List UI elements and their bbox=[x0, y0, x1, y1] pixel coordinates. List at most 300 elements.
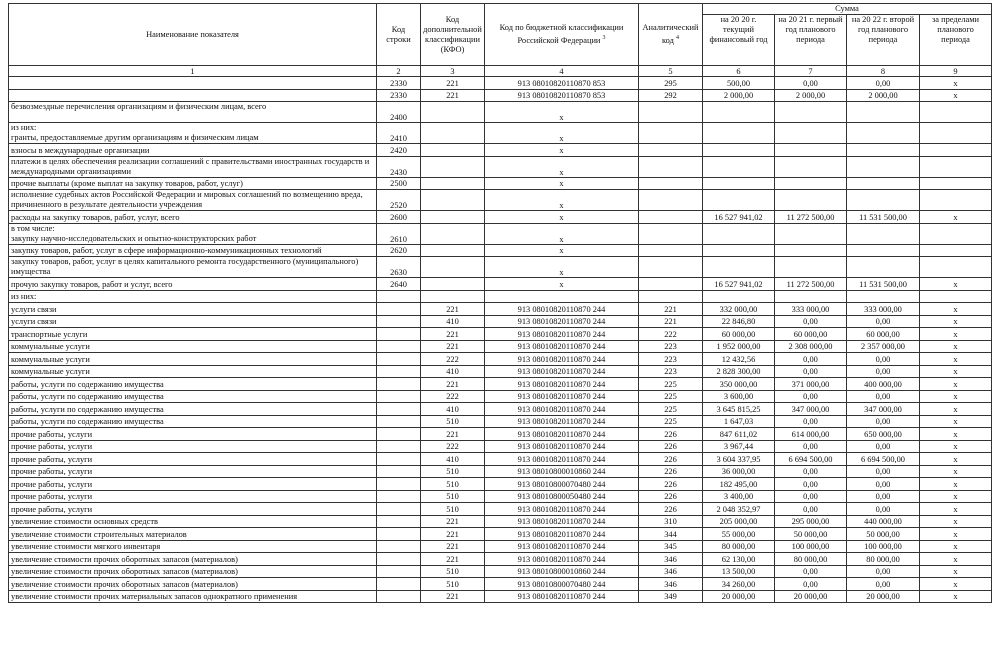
row-kfo: 222 bbox=[421, 390, 485, 403]
row-sum-year2: 0,00 bbox=[775, 77, 847, 90]
row-sum-year1: 1 647,03 bbox=[703, 415, 775, 428]
row-sum-beyond: x bbox=[920, 415, 992, 428]
row-kbk: 913 08010800050480 244 bbox=[485, 490, 639, 503]
row-name: прочие работы, услуги bbox=[9, 478, 377, 491]
row-code: 2600 bbox=[377, 211, 421, 224]
row-name: исполнение судебных актов Российской Федерации и мировых соглашений по возмещению вреда, причиненного в результате деятельности учреждения bbox=[9, 190, 377, 211]
row-sum-year1 bbox=[703, 223, 775, 244]
row-analytic-code: 223 bbox=[639, 340, 703, 353]
row-kfo bbox=[421, 156, 485, 177]
row-name: увеличение стоимости прочих оборотных запасов (материалов) bbox=[9, 553, 377, 566]
row-name: увеличение стоимости мягкого инвентаря bbox=[9, 540, 377, 553]
row-sum-year3: 440 000,00 bbox=[847, 515, 920, 528]
row-name: увеличение стоимости прочих оборотных запасов (материалов) bbox=[9, 578, 377, 591]
row-analytic-code: 292 bbox=[639, 89, 703, 102]
row-sum-year3: 6 694 500,00 bbox=[847, 453, 920, 466]
row-code bbox=[377, 328, 421, 341]
row-name: безвозмездные перечисления организациям и физическим лицам, всего bbox=[9, 102, 377, 123]
row-name: прочие работы, услуги bbox=[9, 428, 377, 441]
row-kfo: 222 bbox=[421, 440, 485, 453]
row-sum-year2: 371 000,00 bbox=[775, 378, 847, 391]
row-analytic-code bbox=[639, 244, 703, 257]
row-sum-beyond: x bbox=[920, 503, 992, 516]
row-analytic-code: 346 bbox=[639, 578, 703, 591]
column-number: 4 bbox=[485, 66, 639, 77]
row-kfo bbox=[421, 177, 485, 190]
row-sum-beyond: x bbox=[920, 540, 992, 553]
row-kbk: x bbox=[485, 244, 639, 257]
row-code: 2330 bbox=[377, 89, 421, 102]
row-sum-beyond: x bbox=[920, 328, 992, 341]
row-sum-year2 bbox=[775, 290, 847, 303]
row-sum-year3: 0,00 bbox=[847, 503, 920, 516]
table-row bbox=[9, 123, 992, 144]
row-kbk: 913 08010820110870 244 bbox=[485, 503, 639, 516]
row-code: 2520 bbox=[377, 190, 421, 211]
row-analytic-code bbox=[639, 144, 703, 157]
table-row bbox=[9, 290, 992, 303]
row-name: увеличение стоимости прочих материальных запасов однократного применения bbox=[9, 590, 377, 603]
column-number: 8 bbox=[847, 66, 920, 77]
row-sum-year2: 80 000,00 bbox=[775, 553, 847, 566]
row-kbk: 913 08010820110870 244 bbox=[485, 403, 639, 416]
row-sum-year1 bbox=[703, 290, 775, 303]
row-analytic-code bbox=[639, 177, 703, 190]
row-analytic-code bbox=[639, 257, 703, 278]
row-kfo: 221 bbox=[421, 328, 485, 341]
row-sum-year1: 16 527 941,02 bbox=[703, 211, 775, 224]
table-row bbox=[9, 77, 992, 90]
row-sum-beyond bbox=[920, 257, 992, 278]
row-sum-year3 bbox=[847, 102, 920, 123]
row-analytic-code: 226 bbox=[639, 440, 703, 453]
row-kbk: 913 08010820110870 244 bbox=[485, 590, 639, 603]
row-kbk: 913 08010820110870 244 bbox=[485, 328, 639, 341]
row-sum-year2 bbox=[775, 177, 847, 190]
row-sum-year2: 333 000,00 bbox=[775, 303, 847, 316]
row-sum-year1: 332 000,00 bbox=[703, 303, 775, 316]
row-sum-year3: 333 000,00 bbox=[847, 303, 920, 316]
row-kbk: 913 08010820110870 244 bbox=[485, 453, 639, 466]
row-analytic-code: 345 bbox=[639, 540, 703, 553]
row-code: 2400 bbox=[377, 102, 421, 123]
row-name: прочую закупку товаров, работ и услуг, всего bbox=[9, 278, 377, 291]
row-kfo bbox=[421, 278, 485, 291]
row-analytic-code bbox=[639, 190, 703, 211]
row-code bbox=[377, 453, 421, 466]
row-sum-year1: 12 432,56 bbox=[703, 353, 775, 366]
table-row bbox=[9, 378, 992, 391]
row-kbk: 913 08010820110870 244 bbox=[485, 515, 639, 528]
row-code bbox=[377, 590, 421, 603]
row-sum-year1 bbox=[703, 190, 775, 211]
row-sum-year1: 20 000,00 bbox=[703, 590, 775, 603]
row-kfo: 510 bbox=[421, 578, 485, 591]
row-kbk: 913 08010800010860 244 bbox=[485, 565, 639, 578]
row-name: платежи в целях обеспечения реализации соглашений с правительствами иностранных государств и международными организациями bbox=[9, 156, 377, 177]
row-code bbox=[377, 515, 421, 528]
table-row bbox=[9, 244, 992, 257]
table-row bbox=[9, 89, 992, 102]
row-code bbox=[377, 315, 421, 328]
row-sum-year1: 80 000,00 bbox=[703, 540, 775, 553]
row-kfo: 222 bbox=[421, 353, 485, 366]
analytic-label: Аналитический код bbox=[642, 23, 699, 45]
row-sum-year3 bbox=[847, 290, 920, 303]
row-sum-year3: 0,00 bbox=[847, 365, 920, 378]
table-row bbox=[9, 565, 992, 578]
table-row bbox=[9, 515, 992, 528]
row-sum-year2: 0,00 bbox=[775, 353, 847, 366]
table-row bbox=[9, 211, 992, 224]
row-kfo bbox=[421, 244, 485, 257]
row-sum-year3: 347 000,00 bbox=[847, 403, 920, 416]
row-sum-beyond bbox=[920, 290, 992, 303]
row-sum-year2 bbox=[775, 102, 847, 123]
row-sum-year1 bbox=[703, 123, 775, 144]
table-row bbox=[9, 465, 992, 478]
row-sum-year2: 0,00 bbox=[775, 490, 847, 503]
row-kbk: 913 08010820110870 244 bbox=[485, 540, 639, 553]
row-sum-year1: 22 846,80 bbox=[703, 315, 775, 328]
table-row bbox=[9, 540, 992, 553]
row-kfo: 510 bbox=[421, 415, 485, 428]
row-sum-year2: 0,00 bbox=[775, 440, 847, 453]
row-kbk: 913 08010820110870 244 bbox=[485, 303, 639, 316]
row-kfo: 221 bbox=[421, 89, 485, 102]
row-code bbox=[377, 378, 421, 391]
row-sum-beyond: x bbox=[920, 378, 992, 391]
row-code: 2640 bbox=[377, 278, 421, 291]
column-number: 7 bbox=[775, 66, 847, 77]
col-header-kbk bbox=[485, 4, 639, 66]
row-sum-year3 bbox=[847, 223, 920, 244]
row-sum-year2 bbox=[775, 144, 847, 157]
row-code bbox=[377, 353, 421, 366]
table-row bbox=[9, 177, 992, 190]
row-name: коммунальные услуги bbox=[9, 340, 377, 353]
row-kbk: 913 08010820110870 244 bbox=[485, 353, 639, 366]
row-sum-year2 bbox=[775, 257, 847, 278]
row-name: работы, услуги по содержанию имущества bbox=[9, 403, 377, 416]
row-kbk: 913 08010800070480 244 bbox=[485, 478, 639, 491]
row-sum-beyond: x bbox=[920, 490, 992, 503]
col-header-sum: Сумма bbox=[703, 4, 992, 15]
row-kbk: x bbox=[485, 211, 639, 224]
row-sum-year3: 80 000,00 bbox=[847, 553, 920, 566]
row-code bbox=[377, 540, 421, 553]
row-kbk: x bbox=[485, 144, 639, 157]
row-sum-year2: 295 000,00 bbox=[775, 515, 847, 528]
row-sum-beyond: x bbox=[920, 440, 992, 453]
table-row bbox=[9, 453, 992, 466]
row-kfo: 221 bbox=[421, 553, 485, 566]
col-header-kfo: Код дополнительной классификации (КФО) bbox=[421, 4, 485, 66]
row-kbk: 913 08010820110870 244 bbox=[485, 340, 639, 353]
row-sum-beyond bbox=[920, 123, 992, 144]
table-row bbox=[9, 278, 992, 291]
row-sum-year1 bbox=[703, 257, 775, 278]
row-kfo bbox=[421, 144, 485, 157]
row-sum-year2: 0,00 bbox=[775, 503, 847, 516]
row-sum-year2: 6 694 500,00 bbox=[775, 453, 847, 466]
row-analytic-code: 226 bbox=[639, 453, 703, 466]
row-kbk: x bbox=[485, 223, 639, 244]
row-code: 2500 bbox=[377, 177, 421, 190]
row-sum-beyond bbox=[920, 102, 992, 123]
table-row bbox=[9, 144, 992, 157]
row-kfo: 221 bbox=[421, 590, 485, 603]
row-analytic-code: 223 bbox=[639, 365, 703, 378]
row-kbk: 913 08010820110870 244 bbox=[485, 315, 639, 328]
row-kfo: 510 bbox=[421, 465, 485, 478]
row-sum-beyond: x bbox=[920, 353, 992, 366]
table-row bbox=[9, 190, 992, 211]
column-number: 5 bbox=[639, 66, 703, 77]
table-row bbox=[9, 440, 992, 453]
table-row bbox=[9, 403, 992, 416]
row-sum-year2: 347 000,00 bbox=[775, 403, 847, 416]
row-sum-year2: 0,00 bbox=[775, 465, 847, 478]
row-code bbox=[377, 403, 421, 416]
row-code bbox=[377, 428, 421, 441]
row-analytic-code bbox=[639, 278, 703, 291]
row-kbk: 913 08010820110870 853 bbox=[485, 89, 639, 102]
row-sum-beyond: x bbox=[920, 553, 992, 566]
row-name: транспортные услуги bbox=[9, 328, 377, 341]
row-sum-year2: 0,00 bbox=[775, 390, 847, 403]
row-kfo: 510 bbox=[421, 478, 485, 491]
row-code bbox=[377, 490, 421, 503]
row-kfo: 410 bbox=[421, 315, 485, 328]
row-code bbox=[377, 303, 421, 316]
row-sum-year1 bbox=[703, 177, 775, 190]
row-kfo: 410 bbox=[421, 365, 485, 378]
row-kbk bbox=[485, 290, 639, 303]
row-sum-year2: 0,00 bbox=[775, 565, 847, 578]
row-name: услуги связи bbox=[9, 303, 377, 316]
row-code bbox=[377, 290, 421, 303]
kbk-label: Код по бюджетной классификации Российской Федерации bbox=[499, 23, 624, 45]
row-name: прочие выплаты (кроме выплат на закупку товаров, работ, услуг) bbox=[9, 177, 377, 190]
row-kbk: 913 08010820110870 244 bbox=[485, 390, 639, 403]
row-code bbox=[377, 465, 421, 478]
row-sum-beyond bbox=[920, 190, 992, 211]
row-sum-year3: 0,00 bbox=[847, 565, 920, 578]
row-code bbox=[377, 365, 421, 378]
row-kbk: 913 08010820110870 244 bbox=[485, 365, 639, 378]
table-row bbox=[9, 578, 992, 591]
row-analytic-code: 344 bbox=[639, 528, 703, 541]
row-sum-year2 bbox=[775, 156, 847, 177]
table-row bbox=[9, 353, 992, 366]
row-sum-year2: 11 272 500,00 bbox=[775, 211, 847, 224]
table-row bbox=[9, 257, 992, 278]
col-header-analytic bbox=[639, 4, 703, 66]
row-analytic-code: 225 bbox=[639, 378, 703, 391]
row-code: 2610 bbox=[377, 223, 421, 244]
row-kfo: 410 bbox=[421, 403, 485, 416]
row-sum-year3: 0,00 bbox=[847, 315, 920, 328]
row-code: 2620 bbox=[377, 244, 421, 257]
row-code: 2330 bbox=[377, 77, 421, 90]
row-kfo: 221 bbox=[421, 515, 485, 528]
row-sum-year2: 0,00 bbox=[775, 478, 847, 491]
row-kbk: x bbox=[485, 257, 639, 278]
row-kbk: x bbox=[485, 102, 639, 123]
row-code: 2410 bbox=[377, 123, 421, 144]
row-name bbox=[9, 77, 377, 90]
row-name: взносы в международные организации bbox=[9, 144, 377, 157]
row-sum-year3 bbox=[847, 156, 920, 177]
row-sum-year1: 2 828 300,00 bbox=[703, 365, 775, 378]
row-sum-year2: 20 000,00 bbox=[775, 590, 847, 603]
row-sum-year3 bbox=[847, 123, 920, 144]
budget-table bbox=[8, 3, 992, 603]
row-sum-year3 bbox=[847, 144, 920, 157]
row-sum-beyond: x bbox=[920, 303, 992, 316]
row-analytic-code bbox=[639, 102, 703, 123]
row-sum-beyond: x bbox=[920, 578, 992, 591]
row-name: работы, услуги по содержанию имущества bbox=[9, 378, 377, 391]
row-sum-year1: 3 600,00 bbox=[703, 390, 775, 403]
row-sum-year2: 60 000,00 bbox=[775, 328, 847, 341]
row-code bbox=[377, 553, 421, 566]
row-sum-year3: 0,00 bbox=[847, 578, 920, 591]
row-sum-year1: 60 000,00 bbox=[703, 328, 775, 341]
row-sum-year1: 62 130,00 bbox=[703, 553, 775, 566]
row-analytic-code: 223 bbox=[639, 353, 703, 366]
row-kfo bbox=[421, 102, 485, 123]
row-sum-beyond: x bbox=[920, 515, 992, 528]
row-sum-year2 bbox=[775, 244, 847, 257]
row-analytic-code: 226 bbox=[639, 503, 703, 516]
row-analytic-code: 221 bbox=[639, 315, 703, 328]
row-name: работы, услуги по содержанию имущества bbox=[9, 415, 377, 428]
column-number: 6 bbox=[703, 66, 775, 77]
col-header-beyond: за пределами планового периода bbox=[920, 15, 992, 66]
row-sum-year1 bbox=[703, 156, 775, 177]
row-name: прочие работы, услуги bbox=[9, 503, 377, 516]
row-sum-year1: 350 000,00 bbox=[703, 378, 775, 391]
row-kfo: 510 bbox=[421, 490, 485, 503]
row-sum-beyond: x bbox=[920, 565, 992, 578]
row-sum-year1: 13 500,00 bbox=[703, 565, 775, 578]
row-analytic-code: 346 bbox=[639, 553, 703, 566]
row-code bbox=[377, 503, 421, 516]
row-analytic-code: 226 bbox=[639, 428, 703, 441]
row-name: увеличение стоимости строительных материалов bbox=[9, 528, 377, 541]
row-sum-year3: 2 000,00 bbox=[847, 89, 920, 102]
row-analytic-code bbox=[639, 211, 703, 224]
row-kfo: 221 bbox=[421, 378, 485, 391]
row-sum-year1: 3 645 815,25 bbox=[703, 403, 775, 416]
row-code: 2630 bbox=[377, 257, 421, 278]
row-sum-beyond: x bbox=[920, 403, 992, 416]
row-sum-year2: 11 272 500,00 bbox=[775, 278, 847, 291]
column-number: 2 bbox=[377, 66, 421, 77]
row-analytic-code: 349 bbox=[639, 590, 703, 603]
row-kfo bbox=[421, 223, 485, 244]
row-kfo: 410 bbox=[421, 453, 485, 466]
row-analytic-code: 226 bbox=[639, 478, 703, 491]
row-sum-year3: 0,00 bbox=[847, 465, 920, 478]
row-code: 2420 bbox=[377, 144, 421, 157]
table-row bbox=[9, 490, 992, 503]
row-kbk: x bbox=[485, 190, 639, 211]
row-name: расходы на закупку товаров, работ, услуг, всего bbox=[9, 211, 377, 224]
row-sum-year2: 2 000,00 bbox=[775, 89, 847, 102]
column-number-row bbox=[9, 66, 992, 77]
row-sum-year2: 2 308 000,00 bbox=[775, 340, 847, 353]
analytic-footnote: 4 bbox=[675, 35, 679, 42]
row-sum-year3: 0,00 bbox=[847, 490, 920, 503]
budget-plan-sheet bbox=[8, 3, 991, 603]
row-sum-beyond: x bbox=[920, 478, 992, 491]
row-sum-year2: 50 000,00 bbox=[775, 528, 847, 541]
row-kbk: 913 08010820110870 244 bbox=[485, 528, 639, 541]
row-code: 2430 bbox=[377, 156, 421, 177]
table-row bbox=[9, 590, 992, 603]
row-analytic-code bbox=[639, 223, 703, 244]
row-kbk: 913 08010820110870 244 bbox=[485, 553, 639, 566]
table-row bbox=[9, 415, 992, 428]
row-analytic-code: 295 bbox=[639, 77, 703, 90]
row-sum-beyond: x bbox=[920, 89, 992, 102]
table-row bbox=[9, 156, 992, 177]
row-sum-year1: 847 611,02 bbox=[703, 428, 775, 441]
row-sum-beyond: x bbox=[920, 428, 992, 441]
row-analytic-code: 310 bbox=[639, 515, 703, 528]
row-code bbox=[377, 340, 421, 353]
row-sum-year3 bbox=[847, 244, 920, 257]
row-kfo: 510 bbox=[421, 565, 485, 578]
table-row bbox=[9, 478, 992, 491]
row-sum-year2: 0,00 bbox=[775, 415, 847, 428]
row-sum-year1: 182 495,00 bbox=[703, 478, 775, 491]
row-code bbox=[377, 440, 421, 453]
row-sum-year2: 0,00 bbox=[775, 578, 847, 591]
row-sum-beyond: x bbox=[920, 453, 992, 466]
row-sum-year1: 3 400,00 bbox=[703, 490, 775, 503]
row-code bbox=[377, 528, 421, 541]
row-name: увеличение стоимости прочих оборотных запасов (материалов) bbox=[9, 565, 377, 578]
table-row bbox=[9, 315, 992, 328]
row-code bbox=[377, 415, 421, 428]
row-name: из них: гранты, предоставляемые другим организациям и физическим лицам bbox=[9, 123, 377, 144]
row-sum-year3: 100 000,00 bbox=[847, 540, 920, 553]
row-sum-year3: 60 000,00 bbox=[847, 328, 920, 341]
row-sum-beyond: x bbox=[920, 390, 992, 403]
row-analytic-code bbox=[639, 290, 703, 303]
row-sum-year3: 400 000,00 bbox=[847, 378, 920, 391]
row-sum-year1: 1 952 000,00 bbox=[703, 340, 775, 353]
row-sum-year3: 0,00 bbox=[847, 478, 920, 491]
row-kfo: 221 bbox=[421, 528, 485, 541]
row-sum-year1 bbox=[703, 244, 775, 257]
row-sum-beyond: x bbox=[920, 315, 992, 328]
row-sum-beyond: x bbox=[920, 211, 992, 224]
table-row bbox=[9, 102, 992, 123]
row-sum-beyond: x bbox=[920, 77, 992, 90]
kbk-footnote: 3 bbox=[602, 35, 606, 42]
row-sum-year1: 16 527 941,02 bbox=[703, 278, 775, 291]
row-kfo bbox=[421, 257, 485, 278]
row-sum-beyond bbox=[920, 223, 992, 244]
row-analytic-code: 222 bbox=[639, 328, 703, 341]
row-sum-year3: 11 531 500,00 bbox=[847, 211, 920, 224]
row-kbk: 913 08010800010860 244 bbox=[485, 465, 639, 478]
